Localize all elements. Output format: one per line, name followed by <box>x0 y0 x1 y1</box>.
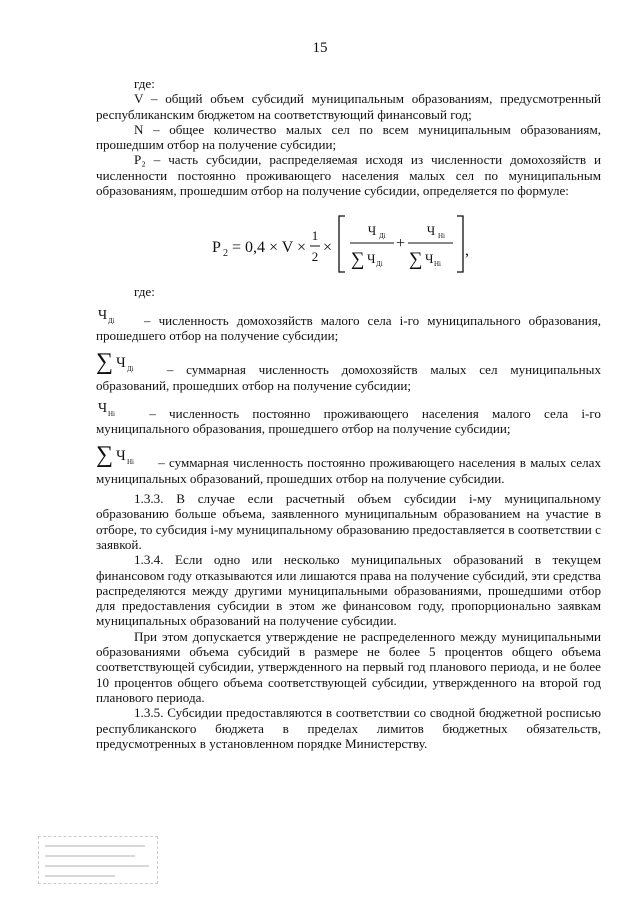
svg-text:Ч: Ч <box>116 355 126 372</box>
ch-n-symbol <box>96 398 136 418</box>
formula-lhs-sub: 2 <box>223 248 228 260</box>
faint-stamp <box>38 836 158 884</box>
formula-sum-d: ∑ <box>351 249 365 271</box>
svg-text:Нi: Нi <box>127 458 134 467</box>
p2-formula <box>96 210 601 280</box>
svg-text:Дi: Дi <box>127 365 134 374</box>
formula-ch-n-den: Ч <box>425 251 434 267</box>
svg-text:Ч: Ч <box>98 307 108 323</box>
where-label-1: где: <box>134 76 155 91</box>
where-label-2: где: <box>134 284 155 300</box>
formula-half-denominator: 2 <box>311 249 319 265</box>
sum-ch-n-symbol <box>96 441 154 467</box>
formula-sum-n: ∑ <box>409 249 423 271</box>
page-number: 15 <box>312 40 328 56</box>
formula-ch-d-den: Ч <box>367 251 376 267</box>
formula-right-bracket <box>457 216 463 272</box>
formula-ch-d-num-sub: Дi <box>379 232 386 241</box>
formula-comma: , <box>465 242 469 260</box>
formula-coefficient: = 0,4 × V × <box>232 239 307 257</box>
svg-text:Ч: Ч <box>98 400 108 416</box>
formula-ch-n-den-sub: Нi <box>434 260 441 269</box>
sum-ch-n-definition <box>96 441 601 486</box>
svg-text:∑: ∑ <box>96 349 114 375</box>
v-definition: V – общий объем субсидий муниципальным образованиям, предусмотренный республиканским бюджетом на соответствующий финансовый год; <box>96 91 601 122</box>
ch-d-definition-text: – численность домохозяйств малого села i-го муниципального образования, прошедшего отбор на получение субсидии; <box>96 312 601 343</box>
sum-ch-d-symbol <box>96 348 154 374</box>
svg-text:Ч: Ч <box>116 448 126 465</box>
p2-definition: P₂ – часть субсидии, распределяемая исходя из численности домохозяйств и численности постоянно проживающего населения малых сел по муниципальным образованиям, прошедшим отбор на получение субсидии, определяется по формуле: <box>96 152 601 199</box>
clause-1-3-4: 1.3.4. Если одно или несколько муниципальных образований в текущем финансовом году отказываются или лишаются права на получение субсидий, эти средства распределяются между другими муниципальными образованиями, прошедшими отбор для предоставления субсидии в этом же финансовом году, пропорционально заявкам муниципальных образований на получение субсидии. <box>96 552 601 629</box>
svg-text:Нi: Нi <box>108 409 115 418</box>
ch-n-definition-text: – численность постоянно проживающего населения малого села i-го муниципального образования, прошедшего отбор на получение субсидии; <box>96 405 601 437</box>
formula-ch-n-num: Ч <box>426 223 436 239</box>
clause-1-3-3: 1.3.3. В случае если расчетный объем субсидии i-му муниципальному образованию больше объема, заявленного муниципальным образованием на участие в отборе, то субсидия i-му муниципальному образованию предоставляется в соответствии с заявкой. <box>96 491 601 552</box>
n-definition: N – общее количество малых сел по всем муниципальным образованиям, прошедшим отбор на получение субсидии; <box>96 121 601 153</box>
formula-times: × <box>323 239 333 257</box>
sum-ch-n-definition-text: – суммарная численность постоянно проживающего населения в малых селах муниципальных образований, прошедших отбор на получение субсидии. <box>96 455 601 486</box>
svg-text:∑: ∑ <box>96 442 114 468</box>
formula-ch-n-num-sub: Нi <box>438 232 445 241</box>
sum-ch-d-definition <box>96 348 601 393</box>
clause-allowed-reserve: При этом допускается утверждение не распределенного между муниципальными образованиями объема субсидий в размере не более 5 процентов общего объема соответствующей субсидии, утвержденного на первый год планового периода, и не более 10 процентов общего объема соответствующей субсидии, утвержденного на второй год планового периода. <box>96 628 601 705</box>
formula-ch-d-den-sub: Дi <box>376 260 383 269</box>
sum-ch-d-definition-text: – суммарная численность домохозяйств малых сел муниципальных образований, прошедших отбор на получение субсидии; <box>96 362 601 393</box>
clause-1-3-5: 1.3.5. Субсидии предоставляются в соответствии со сводной бюджетной росписью республиканского бюджета в пределах лимитов бюджетных обязательств, предусмотренных в установленном порядке Министерству. <box>96 705 601 751</box>
ch-n-definition <box>96 398 601 437</box>
formula-graphic <box>212 210 472 278</box>
document-body <box>96 76 601 751</box>
formula-plus: + <box>396 235 406 253</box>
ch-d-definition <box>96 305 601 344</box>
formula-ch-d-num: Ч <box>367 223 377 239</box>
formula-half-numerator: 1 <box>311 228 319 244</box>
formula-lhs: P <box>212 239 221 257</box>
ch-d-symbol <box>96 305 136 325</box>
formula-left-bracket <box>339 216 345 272</box>
svg-text:Дi: Дi <box>108 316 115 325</box>
